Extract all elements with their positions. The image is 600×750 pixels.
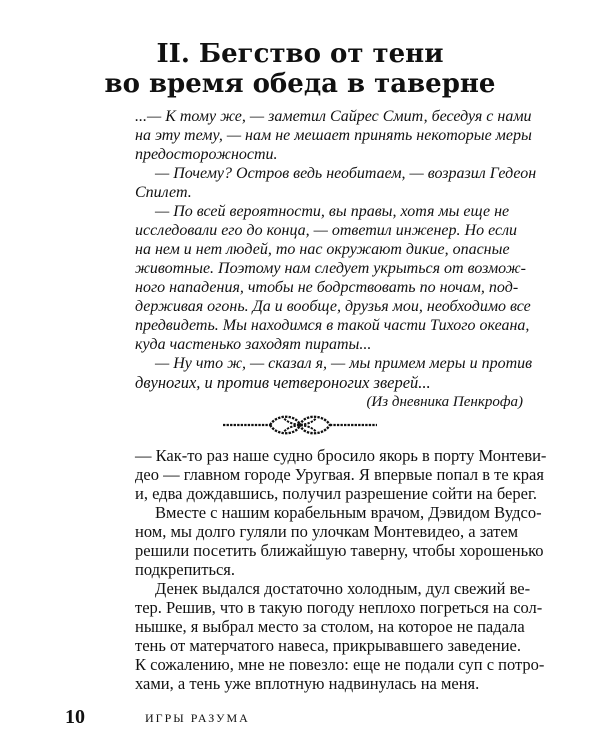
rope-knot-ornament-icon xyxy=(200,414,400,436)
chapter-title-line-2: во время обеда в таверне xyxy=(104,69,496,99)
epigraph-line: животные. Поэтому нам следует укрыться от возмож- xyxy=(135,260,526,277)
chapter-title-line-1: II. Бегство от тени xyxy=(156,39,444,69)
epigraph-line: куда частенько заходят пираты... xyxy=(135,336,372,353)
epigraph-line: — По всей вероятности, вы правы, хотя мы еще не xyxy=(155,203,510,220)
body-line: — Как-то раз наше судно бросило якорь в порту Монтеви- xyxy=(135,446,547,465)
running-head: ИГРЫ РАЗУМА xyxy=(145,711,250,725)
body-line: део — главном городе Уругвая. Я впервые попал в те края xyxy=(135,465,544,484)
epigraph-line: исследовали его до конца, — ответил инженер. Но если xyxy=(135,222,518,239)
body-line: тень от матерчатого навеса, прикрывавшего заведение. xyxy=(135,636,522,655)
epigraph-line: на эту тему, — нам не мешает принять некоторые меры xyxy=(135,127,532,144)
epigraph-line: ...— К тому же, — заметил Сайрес Смит, беседуя с нами xyxy=(135,108,532,125)
body-line: нышке, я выбрал место за столом, на которое не падала xyxy=(135,617,525,636)
epigraph-line: — Ну что ж, — сказал я, — мы примем меры и против xyxy=(155,355,533,372)
body-line: Денек выдался достаточно холодным, дул свежий ве- xyxy=(155,579,531,598)
body-line: подкрепиться. xyxy=(135,560,236,579)
page-number: 10 xyxy=(65,706,85,728)
body-line: тер. Решив, что в такую погоду неплохо погреться на сол- xyxy=(135,598,543,617)
epigraph-source: (Из дневника Пенкрофа) xyxy=(366,394,523,410)
body-line: и, едва дождавшись, получил разрешение сойти на берег. xyxy=(135,484,537,503)
epigraph-line: — Почему? Остров ведь необитаем, — возразил Гедеон xyxy=(155,165,537,182)
epigraph-line: на нем и нет людей, то нас окружают дикие, опасные xyxy=(135,241,510,258)
body-line: хами, а тень уже вплотную надвинулась на меня. xyxy=(135,674,480,693)
body-line: Вместе с нашим корабельным врачом, Дэвидом Вудсо- xyxy=(155,503,542,522)
epigraph-line: держивая огонь. Да и вообще, друзья мои, необходимо все xyxy=(135,298,531,315)
epigraph-line: Спилет. xyxy=(135,184,192,201)
epigraph-line: предосторожности. xyxy=(135,146,278,163)
epigraph-line: двуногих, и против четвероногих зверей... xyxy=(135,373,431,392)
body-line: К сожалению, мне не повезло: еще не подали суп с потро- xyxy=(135,655,545,674)
body-line: ном, мы долго гуляли по улочкам Монтевидео, а затем xyxy=(135,522,519,541)
epigraph-line: предвидеть. Мы находимся в такой части Тихого океана, xyxy=(135,317,530,334)
body-line: решили посетить ближайшую таверну, чтобы хорошенько xyxy=(135,541,544,560)
epigraph-line: ного нападения, чтобы не бодрствовать по ночам, под- xyxy=(135,279,519,296)
